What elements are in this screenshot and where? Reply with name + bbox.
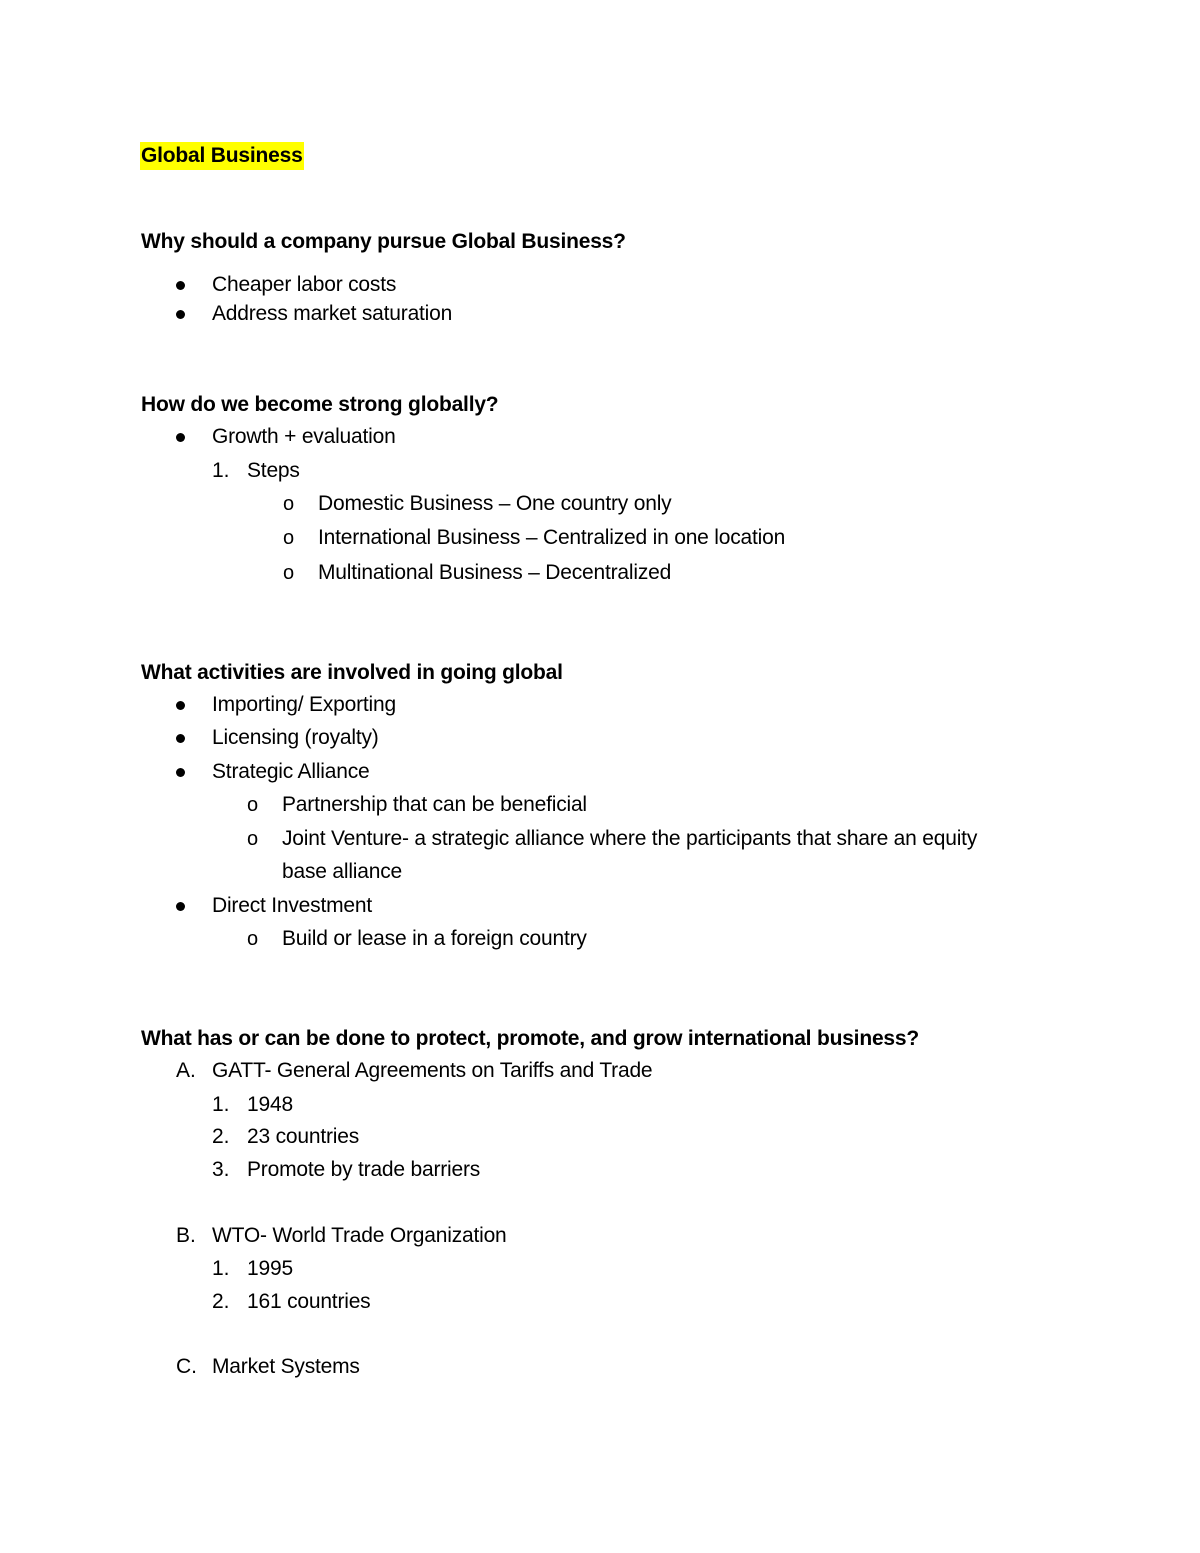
bullet-icon	[176, 768, 185, 777]
list-item: 161 countries	[247, 1290, 371, 1313]
circle-bullet-icon: o	[247, 928, 259, 950]
list-item: Build or lease in a foreign country	[282, 927, 587, 950]
list-item: GATT- General Agreements on Tariffs and Trade	[212, 1059, 653, 1082]
section-heading-why: Why should a company pursue Global Business?	[141, 230, 626, 253]
letter-marker: B.	[176, 1224, 196, 1247]
list-item: 1995	[247, 1257, 293, 1280]
section-heading-protect: What has or can be done to protect, promote, and grow international business?	[141, 1027, 920, 1050]
list-item: WTO- World Trade Organization	[212, 1224, 507, 1247]
list-item-continuation: base alliance	[282, 860, 402, 883]
circle-bullet-icon: o	[247, 828, 259, 850]
bullet-icon	[176, 310, 185, 319]
letter-marker: C.	[176, 1355, 197, 1378]
number-marker: 2.	[212, 1290, 230, 1313]
number-marker: 1.	[212, 1093, 230, 1116]
number-marker: 2.	[212, 1125, 230, 1148]
section-heading-how: How do we become strong globally?	[141, 393, 499, 416]
circle-bullet-icon: o	[283, 527, 295, 549]
list-item: Domestic Business – One country only	[318, 492, 672, 515]
circle-bullet-icon: o	[247, 794, 259, 816]
number-marker: 1.	[212, 1257, 230, 1280]
circle-bullet-icon: o	[283, 493, 295, 515]
list-item: Joint Venture- a strategic alliance where the participants that share an equity	[282, 827, 978, 850]
list-item: Address market saturation	[212, 302, 453, 325]
list-item: Partnership that can be beneficial	[282, 793, 587, 816]
bullet-icon	[176, 902, 185, 911]
letter-marker: A.	[176, 1059, 196, 1082]
list-item: 1948	[247, 1093, 293, 1116]
list-item: 23 countries	[247, 1125, 360, 1148]
number-marker: 1.	[212, 459, 230, 482]
bullet-icon	[176, 281, 185, 290]
list-item: International Business – Centralized in one location	[318, 526, 786, 549]
list-item: Licensing (royalty)	[212, 726, 379, 749]
list-item: Multinational Business – Decentralized	[318, 561, 672, 584]
bullet-icon	[176, 734, 185, 743]
number-marker: 3.	[212, 1158, 230, 1181]
list-item: Market Systems	[212, 1355, 360, 1378]
bullet-icon	[176, 701, 185, 710]
document-title: Global Business	[140, 143, 304, 169]
circle-bullet-icon: o	[283, 562, 295, 584]
list-item: Importing/ Exporting	[212, 693, 396, 716]
bullet-icon	[176, 433, 185, 442]
section-heading-activities: What activities are involved in going global	[141, 661, 563, 684]
list-item: Promote by trade barriers	[247, 1158, 481, 1181]
list-item: Cheaper labor costs	[212, 273, 397, 296]
list-item: Strategic Alliance	[212, 760, 370, 783]
list-item: Steps	[247, 459, 300, 482]
list-item: Growth + evaluation	[212, 425, 396, 448]
list-item: Direct Investment	[212, 894, 372, 917]
